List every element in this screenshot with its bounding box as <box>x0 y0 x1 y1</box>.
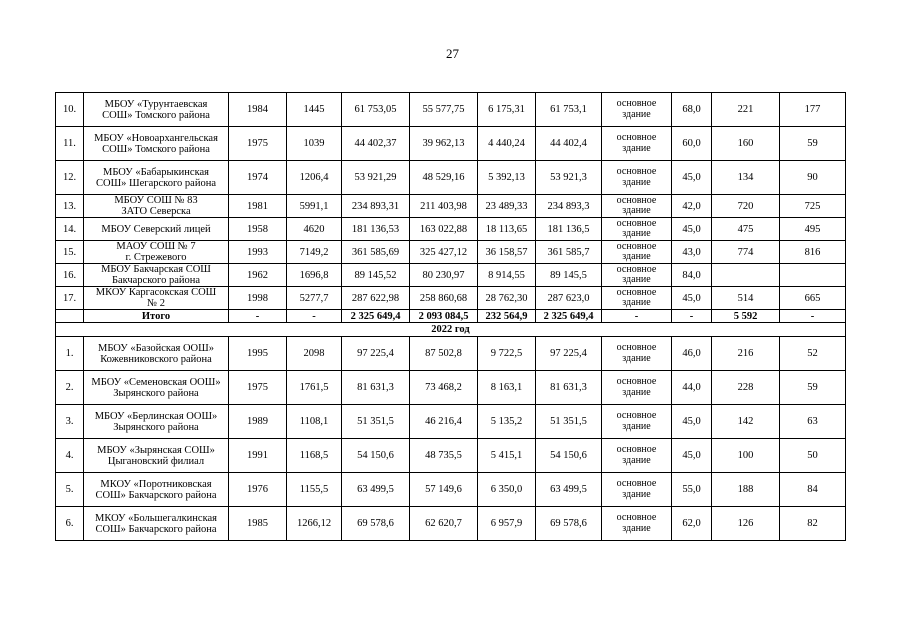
row-number: 3. <box>56 405 84 439</box>
total-cost-regional: 232 564,9 <box>478 310 536 323</box>
cost-rounded: 63 499,5 <box>536 473 602 507</box>
building-use-line: основное <box>616 444 657 455</box>
table-row <box>56 507 846 541</box>
students-count: 134 <box>712 161 780 195</box>
row-number: 16. <box>56 264 84 287</box>
section-row <box>56 323 846 337</box>
school-name-line: Цыгановский филиал <box>107 455 205 467</box>
cost-regional: 5 415,1 <box>478 439 536 473</box>
cost-federal: 163 022,88 <box>410 218 478 241</box>
places-count: 84 <box>780 473 846 507</box>
school-name-line: СОШ» Бакчарского района <box>95 489 217 501</box>
building-use-line: здание <box>622 522 651 534</box>
table-row <box>56 127 846 161</box>
cost-federal: 39 962,13 <box>410 127 478 161</box>
cost-federal: 48 529,16 <box>410 161 478 195</box>
building-area: 7149,2 <box>287 241 342 264</box>
school-name <box>84 264 229 287</box>
students-count: 221 <box>712 93 780 127</box>
school-name-line: Бакчарского района <box>111 275 201 286</box>
cost-federal: 73 468,2 <box>410 371 478 405</box>
cost-rounded: 234 893,3 <box>536 195 602 218</box>
cost-rounded: 181 136,5 <box>536 218 602 241</box>
cost-total: 51 351,5 <box>342 405 410 439</box>
total-number-empty <box>56 310 84 323</box>
row-number: 10. <box>56 93 84 127</box>
building-area: 1761,5 <box>287 371 342 405</box>
wear-percent: 45,0 <box>672 405 712 439</box>
school-name <box>84 241 229 264</box>
building-use <box>602 93 672 127</box>
cost-total: 63 499,5 <box>342 473 410 507</box>
school-name-line: г. Стрежевого <box>125 252 187 263</box>
students-count: 188 <box>712 473 780 507</box>
building-use <box>602 241 672 264</box>
cost-rounded: 287 623,0 <box>536 287 602 310</box>
school-name-line: МБОУ СОШ № 83 <box>114 195 198 206</box>
building-use <box>602 195 672 218</box>
places-count: 59 <box>780 371 846 405</box>
school-name <box>84 287 229 310</box>
cost-rounded: 361 585,7 <box>536 241 602 264</box>
building-area: 1445 <box>287 93 342 127</box>
row-number: 11. <box>56 127 84 161</box>
row-number: 13. <box>56 195 84 218</box>
school-name <box>84 161 229 195</box>
school-name-line: МКОУ «Большегалкинская <box>94 512 218 524</box>
building-use-line: основное <box>616 376 657 387</box>
cost-total: 44 402,37 <box>342 127 410 161</box>
school-name <box>84 439 229 473</box>
building-area: 4620 <box>287 218 342 241</box>
row-number: 6. <box>56 507 84 541</box>
building-use-line: основное <box>616 342 657 353</box>
students-count <box>712 264 780 287</box>
building-area: 1696,8 <box>287 264 342 287</box>
building-use-line: здание <box>622 176 651 188</box>
building-use-line: основное <box>616 410 657 421</box>
places-count: 52 <box>780 337 846 371</box>
year-built: 1993 <box>229 241 287 264</box>
school-name-line: № 2 <box>147 298 165 309</box>
building-use <box>602 127 672 161</box>
students-count: 774 <box>712 241 780 264</box>
building-use-line: основное <box>616 98 657 109</box>
wear-percent: 60,0 <box>672 127 712 161</box>
table-row <box>56 287 846 310</box>
places-count: 82 <box>780 507 846 541</box>
building-use <box>602 161 672 195</box>
cost-total: 53 921,29 <box>342 161 410 195</box>
building-use-line: здание <box>622 488 651 500</box>
school-name-line: МБОУ «Семеновская ООШ» <box>91 376 221 388</box>
cost-regional: 4 440,24 <box>478 127 536 161</box>
students-count: 160 <box>712 127 780 161</box>
wear-percent: 84,0 <box>672 264 712 287</box>
cost-regional: 18 113,65 <box>478 218 536 241</box>
places-count: 63 <box>780 405 846 439</box>
cost-total: 287 622,98 <box>342 287 410 310</box>
school-name-line: МКОУ «Поротниковская <box>100 478 212 490</box>
table-row <box>56 371 846 405</box>
cost-regional: 8 914,55 <box>478 264 536 287</box>
table-row <box>56 161 846 195</box>
wear-percent: 45,0 <box>672 439 712 473</box>
cost-federal: 48 735,5 <box>410 439 478 473</box>
building-area: 1206,4 <box>287 161 342 195</box>
cost-rounded: 89 145,5 <box>536 264 602 287</box>
cost-federal: 325 427,12 <box>410 241 478 264</box>
total-use: - <box>602 310 672 323</box>
total-wear: - <box>672 310 712 323</box>
building-use-line: здание <box>622 108 651 120</box>
total-places: - <box>780 310 846 323</box>
year-built: 1962 <box>229 264 287 287</box>
building-use <box>602 287 672 310</box>
school-name <box>84 507 229 541</box>
students-count: 100 <box>712 439 780 473</box>
row-number: 2. <box>56 371 84 405</box>
year-built: 1995 <box>229 337 287 371</box>
building-use-line: основное <box>616 263 657 275</box>
row-number: 1. <box>56 337 84 371</box>
students-count: 142 <box>712 405 780 439</box>
table-row <box>56 473 846 507</box>
cost-total: 54 150,6 <box>342 439 410 473</box>
wear-percent: 55,0 <box>672 473 712 507</box>
school-name-line: МБОУ «Зырянская СОШ» <box>97 444 215 456</box>
building-use <box>602 439 672 473</box>
school-name-line: МКОУ Каргасокская СОШ <box>95 287 217 298</box>
table-row <box>56 241 846 264</box>
building-area: 1155,5 <box>287 473 342 507</box>
students-count: 475 <box>712 218 780 241</box>
school-name-line: МБОУ «Новоархангельская <box>94 132 218 144</box>
students-count: 216 <box>712 337 780 371</box>
school-name <box>84 473 229 507</box>
building-area: 1039 <box>287 127 342 161</box>
building-use-line: основное <box>616 194 657 206</box>
year-built: 1975 <box>229 371 287 405</box>
school-name-line: СОШ» Бакчарского района <box>95 523 217 535</box>
building-use-line: здание <box>622 251 651 262</box>
places-count: 725 <box>780 195 846 218</box>
table-row <box>56 264 846 287</box>
building-use-line: основное <box>616 478 657 489</box>
total-label: Итого <box>84 310 229 323</box>
table-row <box>56 195 846 218</box>
schools-table <box>55 92 846 541</box>
year-built: 1981 <box>229 195 287 218</box>
building-use <box>602 405 672 439</box>
building-use-line: здание <box>622 142 651 154</box>
cost-rounded: 54 150,6 <box>536 439 602 473</box>
year-built: 1998 <box>229 287 287 310</box>
places-count: 816 <box>780 241 846 264</box>
cost-federal: 55 577,75 <box>410 93 478 127</box>
cost-federal: 87 502,8 <box>410 337 478 371</box>
year-built: 1976 <box>229 473 287 507</box>
year-built: 1974 <box>229 161 287 195</box>
cost-total: 361 585,69 <box>342 241 410 264</box>
building-use-line: здание <box>622 228 651 239</box>
wear-percent: 44,0 <box>672 371 712 405</box>
places-count: 495 <box>780 218 846 241</box>
school-name-line: МБОУ Бакчарская СОШ <box>101 264 211 275</box>
cost-rounded: 97 225,4 <box>536 337 602 371</box>
building-use <box>602 264 672 287</box>
building-use-line: здание <box>622 274 651 285</box>
wear-percent: 46,0 <box>672 337 712 371</box>
wear-percent: 43,0 <box>672 241 712 264</box>
school-name-line: Зырянского района <box>113 387 199 399</box>
row-number: 15. <box>56 241 84 264</box>
year-built: 1984 <box>229 93 287 127</box>
students-count: 228 <box>712 371 780 405</box>
places-count: 177 <box>780 93 846 127</box>
cost-rounded: 44 402,4 <box>536 127 602 161</box>
wear-percent: 45,0 <box>672 161 712 195</box>
building-use-line: основное <box>616 286 657 298</box>
building-use <box>602 218 672 241</box>
building-use <box>602 371 672 405</box>
cost-total: 89 145,52 <box>342 264 410 287</box>
cost-rounded: 61 753,1 <box>536 93 602 127</box>
building-use <box>602 507 672 541</box>
table-row <box>56 218 846 241</box>
students-count: 126 <box>712 507 780 541</box>
building-use-line: основное <box>616 512 657 523</box>
cost-federal: 80 230,97 <box>410 264 478 287</box>
row-number: 4. <box>56 439 84 473</box>
cost-federal: 57 149,6 <box>410 473 478 507</box>
wear-percent: 62,0 <box>672 507 712 541</box>
cost-regional: 6 957,9 <box>478 507 536 541</box>
wear-percent: 45,0 <box>672 218 712 241</box>
school-name-line: Кожевниковского района <box>100 353 212 365</box>
school-name-line: МБОУ «Базойская ООШ» <box>98 342 214 354</box>
building-use-line: здание <box>622 297 651 308</box>
building-area: 2098 <box>287 337 342 371</box>
cost-rounded: 69 578,6 <box>536 507 602 541</box>
building-area: 1266,12 <box>287 507 342 541</box>
school-name-line: СОШ» Томского района <box>102 109 210 121</box>
section-title: 2022 год <box>56 323 846 337</box>
year-built: 1991 <box>229 439 287 473</box>
cost-federal: 211 403,98 <box>410 195 478 218</box>
school-name-line: МБОУ «Берлинская ООШ» <box>94 410 218 422</box>
table-row <box>56 337 846 371</box>
year-built: 1958 <box>229 218 287 241</box>
total-year: - <box>229 310 287 323</box>
school-name <box>84 218 229 241</box>
students-count: 720 <box>712 195 780 218</box>
school-name <box>84 127 229 161</box>
places-count: 59 <box>780 127 846 161</box>
school-name-line: ЗАТО Северска <box>121 206 191 217</box>
school-name-line: МБОУ «Бабарыкинская <box>102 166 210 178</box>
school-name-line: СОШ» Томского района <box>102 143 210 155</box>
cost-regional: 6 350,0 <box>478 473 536 507</box>
building-use-line: здание <box>622 386 651 398</box>
table-row <box>56 93 846 127</box>
school-name-line: МБОУ «Турунтаевская <box>104 98 208 110</box>
cost-regional: 8 163,1 <box>478 371 536 405</box>
building-area: 5991,1 <box>287 195 342 218</box>
cost-regional: 36 158,57 <box>478 241 536 264</box>
building-use-line: основное <box>616 166 657 177</box>
building-use-line: здание <box>622 420 651 432</box>
building-area: 1168,5 <box>287 439 342 473</box>
cost-regional: 5 392,13 <box>478 161 536 195</box>
cost-federal: 46 216,4 <box>410 405 478 439</box>
cost-regional: 23 489,33 <box>478 195 536 218</box>
school-name <box>84 405 229 439</box>
school-name <box>84 195 229 218</box>
row-number: 12. <box>56 161 84 195</box>
row-number: 5. <box>56 473 84 507</box>
total-area: - <box>287 310 342 323</box>
cost-regional: 28 762,30 <box>478 287 536 310</box>
wear-percent: 45,0 <box>672 287 712 310</box>
cost-regional: 9 722,5 <box>478 337 536 371</box>
table-row <box>56 439 846 473</box>
cost-federal: 62 620,7 <box>410 507 478 541</box>
building-use-line: здание <box>622 454 651 466</box>
building-use <box>602 337 672 371</box>
cost-regional: 6 175,31 <box>478 93 536 127</box>
table-row <box>56 405 846 439</box>
total-cost-federal: 2 093 084,5 <box>410 310 478 323</box>
places-count: 90 <box>780 161 846 195</box>
page-number: 27 <box>446 46 459 61</box>
building-use <box>602 473 672 507</box>
total-cost-total: 2 325 649,4 <box>342 310 410 323</box>
school-name <box>84 371 229 405</box>
cost-total: 69 578,6 <box>342 507 410 541</box>
school-name <box>84 337 229 371</box>
cost-total: 181 136,53 <box>342 218 410 241</box>
cost-regional: 5 135,2 <box>478 405 536 439</box>
total-students: 5 592 <box>712 310 780 323</box>
school-name-line: МАОУ СОШ № 7 <box>116 241 196 252</box>
cost-federal: 258 860,68 <box>410 287 478 310</box>
school-name-line: СОШ» Шегарского района <box>96 177 216 189</box>
total-row <box>56 310 846 323</box>
building-area: 1108,1 <box>287 405 342 439</box>
cost-total: 97 225,4 <box>342 337 410 371</box>
school-name-line: МБОУ Северский лицей <box>101 223 211 235</box>
places-count <box>780 264 846 287</box>
building-area: 5277,7 <box>287 287 342 310</box>
cost-total: 81 631,3 <box>342 371 410 405</box>
building-use-line: основное <box>616 240 657 252</box>
total-cost-rounded: 2 325 649,4 <box>536 310 602 323</box>
cost-rounded: 53 921,3 <box>536 161 602 195</box>
cost-rounded: 51 351,5 <box>536 405 602 439</box>
year-built: 1989 <box>229 405 287 439</box>
year-built: 1975 <box>229 127 287 161</box>
cost-total: 234 893,31 <box>342 195 410 218</box>
cost-total: 61 753,05 <box>342 93 410 127</box>
year-built: 1985 <box>229 507 287 541</box>
wear-percent: 42,0 <box>672 195 712 218</box>
cost-rounded: 81 631,3 <box>536 371 602 405</box>
places-count: 50 <box>780 439 846 473</box>
school-name-line: Зырянского района <box>113 421 199 433</box>
students-count: 514 <box>712 287 780 310</box>
places-count: 665 <box>780 287 846 310</box>
building-use-line: здание <box>622 205 651 216</box>
wear-percent: 68,0 <box>672 93 712 127</box>
building-use-line: основное <box>616 217 657 229</box>
row-number: 14. <box>56 218 84 241</box>
building-use-line: здание <box>622 352 651 364</box>
row-number: 17. <box>56 287 84 310</box>
building-use-line: основное <box>616 132 657 143</box>
school-name <box>84 93 229 127</box>
